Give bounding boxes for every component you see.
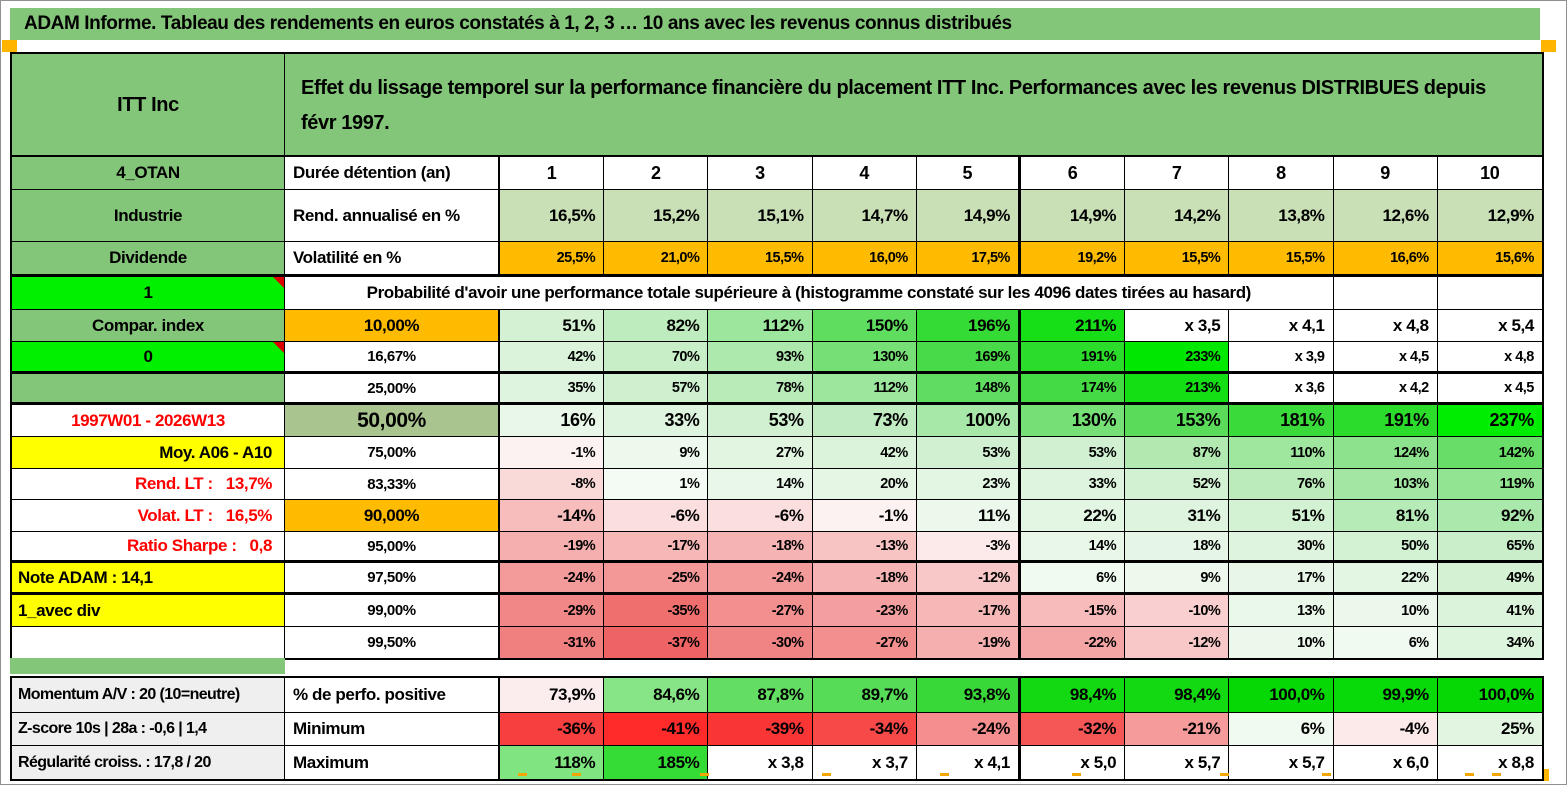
value-cell[interactable]: 169%	[917, 342, 1021, 374]
value-cell[interactable]: 33%	[1021, 469, 1125, 500]
value-cell[interactable]: x 5,7	[1125, 746, 1229, 779]
value-cell[interactable]: x 5,4	[1438, 310, 1542, 342]
row-label-cell[interactable]: Compar. index	[12, 310, 285, 342]
row-label-cell[interactable]: 1	[12, 277, 285, 310]
value-cell[interactable]: -6%	[604, 500, 708, 532]
value-cell[interactable]: 15,5%	[1229, 242, 1333, 277]
value-cell[interactable]: -21%	[1125, 713, 1229, 746]
value-cell[interactable]: -1%	[500, 437, 604, 469]
ticker-cell[interactable]: ITT Inc	[12, 54, 285, 157]
header-description-cell[interactable]: Effet du lissage temporel sur la performance financière du placement ITT Inc. Performances avec les revenus DISTRIBUES depuis févr 1997.	[301, 76, 1486, 134]
value-cell[interactable]: 78%	[708, 374, 812, 405]
value-cell[interactable]: 15,6%	[1438, 242, 1542, 277]
value-cell[interactable]: 6%	[1021, 563, 1125, 595]
value-cell[interactable]: -32%	[1021, 713, 1125, 746]
value-cell[interactable]: 98,4%	[1021, 678, 1125, 713]
value-cell[interactable]: -24%	[917, 713, 1021, 746]
value-cell[interactable]: 153%	[1125, 405, 1229, 437]
value-cell[interactable]: 50%	[1334, 532, 1438, 563]
value-cell[interactable]: 12,6%	[1334, 190, 1438, 242]
metric-label-cell[interactable]: 90,00%	[285, 500, 500, 532]
value-cell[interactable]: 14,9%	[1021, 190, 1125, 242]
value-cell[interactable]: 124%	[1334, 437, 1438, 469]
value-cell[interactable]: 237%	[1438, 405, 1542, 437]
table-row	[12, 595, 1542, 627]
value-cell[interactable]: x 4,8	[1438, 342, 1542, 374]
value-cell[interactable]: 23%	[917, 469, 1021, 500]
value-cell[interactable]: x 4,5	[1438, 374, 1542, 405]
value-cell[interactable]: 10%	[1229, 627, 1333, 658]
table-row	[12, 277, 1542, 310]
row-label-cell[interactable]: 1997W01 - 2026W13	[12, 405, 285, 437]
value-cell[interactable]: -12%	[1125, 627, 1229, 658]
value-cell[interactable]: 196%	[917, 310, 1021, 342]
value-cell[interactable]: -31%	[500, 627, 604, 658]
value-cell[interactable]: 191%	[1021, 342, 1125, 374]
value-cell[interactable]: -29%	[500, 595, 604, 627]
value-cell[interactable]: -19%	[917, 627, 1021, 658]
value-cell[interactable]: -18%	[708, 532, 812, 563]
value-cell[interactable]: 100,0%	[1229, 678, 1333, 713]
table-row	[12, 242, 1542, 277]
value-cell[interactable]: 34%	[1438, 627, 1542, 658]
value-cell[interactable]: x 4,5	[1334, 342, 1438, 374]
value-cell[interactable]: -37%	[604, 627, 708, 658]
table-row	[12, 500, 1542, 532]
value-cell[interactable]: 98,4%	[1125, 678, 1229, 713]
comment-marker-icon	[273, 277, 284, 288]
value-cell[interactable]: 4	[813, 157, 917, 190]
value-cell[interactable]: 73,9%	[500, 678, 604, 713]
value-cell[interactable]: 10	[1438, 157, 1542, 190]
value-cell[interactable]: 9%	[604, 437, 708, 469]
value-cell[interactable]: -41%	[604, 713, 708, 746]
value-cell[interactable]: -34%	[813, 713, 917, 746]
value-cell[interactable]: 25,5%	[500, 242, 604, 277]
value-cell[interactable]: 65%	[1438, 532, 1542, 563]
row-label-cell[interactable]: Z-score 10s | 28a : -0,6 | 1,4	[12, 713, 285, 746]
value-cell[interactable]: 15,1%	[708, 190, 812, 242]
value-cell[interactable]: 73%	[813, 405, 917, 437]
empty-cell[interactable]	[1438, 277, 1542, 310]
value-cell[interactable]: x 5,7	[1229, 746, 1333, 779]
header-block	[10, 52, 1544, 159]
value-cell[interactable]: 7	[1125, 157, 1229, 190]
table-row	[12, 310, 1542, 342]
row-label-cell[interactable]	[12, 627, 285, 658]
table-row	[12, 157, 1542, 190]
value-cell[interactable]: 211%	[1021, 310, 1125, 342]
separator-band	[10, 658, 285, 674]
value-cell[interactable]: 22%	[1334, 563, 1438, 595]
table-row	[12, 469, 1542, 500]
value-cell[interactable]: 233%	[1125, 342, 1229, 374]
value-cell[interactable]: 213%	[1125, 374, 1229, 405]
value-cell[interactable]: 82%	[604, 310, 708, 342]
table-row	[12, 190, 1542, 242]
value-cell[interactable]: 31%	[1125, 500, 1229, 532]
value-cell[interactable]: 16,5%	[500, 190, 604, 242]
metric-label-cell[interactable]: 83,33%	[285, 469, 500, 500]
row-label-cell[interactable]: Régularité croiss. : 17,8 / 20	[12, 746, 285, 779]
value-cell[interactable]: x 3,7	[813, 746, 917, 779]
value-cell[interactable]: 49%	[1438, 563, 1542, 595]
hidden-row-mark	[700, 773, 709, 776]
row-label-cell[interactable]: Note ADAM : 14,1	[12, 563, 285, 595]
metric-label-cell[interactable]: 99,50%	[285, 627, 500, 658]
value-cell[interactable]: 5	[917, 157, 1021, 190]
value-cell[interactable]: 1	[500, 157, 604, 190]
value-cell[interactable]: 112%	[813, 374, 917, 405]
value-cell[interactable]: -13%	[813, 532, 917, 563]
row-label-cell[interactable]: Ratio Sharpe : 0,8	[12, 532, 285, 563]
page-break-marker-right	[1541, 40, 1556, 52]
table-row	[12, 374, 1542, 405]
value-cell[interactable]: 99,9%	[1334, 678, 1438, 713]
metric-label-cell[interactable]: Maximum	[285, 746, 500, 779]
metric-label-cell[interactable]: Durée détention (an)	[285, 157, 500, 190]
value-cell[interactable]: 14,9%	[917, 190, 1021, 242]
metric-label-cell[interactable]: Rend. annualisé en %	[285, 190, 500, 242]
value-cell[interactable]: -30%	[708, 627, 812, 658]
value-cell[interactable]: 2	[604, 157, 708, 190]
value-cell[interactable]: 100%	[917, 405, 1021, 437]
table-row	[12, 563, 1542, 595]
table-row	[12, 627, 1542, 658]
value-cell[interactable]: -25%	[604, 563, 708, 595]
value-cell[interactable]: -27%	[813, 627, 917, 658]
value-cell[interactable]: 8	[1229, 157, 1333, 190]
value-cell[interactable]: 10%	[1334, 595, 1438, 627]
value-cell[interactable]: 191%	[1334, 405, 1438, 437]
empty-cell[interactable]	[1334, 277, 1438, 310]
row-label-cell[interactable]: Industrie	[12, 190, 285, 242]
hidden-row-mark	[1220, 773, 1229, 776]
table-row	[12, 405, 1542, 437]
value-cell[interactable]: -3%	[917, 532, 1021, 563]
value-cell[interactable]: 103%	[1334, 469, 1438, 500]
value-cell[interactable]: 14%	[1021, 532, 1125, 563]
value-cell[interactable]: x 4,1	[917, 746, 1021, 779]
value-cell[interactable]: 130%	[813, 342, 917, 374]
value-cell[interactable]: 42%	[500, 342, 604, 374]
value-cell[interactable]: x 4,8	[1334, 310, 1438, 342]
row-label-cell[interactable]: 1_avec div	[12, 595, 285, 627]
metric-label-cell[interactable]: 16,67%	[285, 342, 500, 374]
value-cell[interactable]: 150%	[813, 310, 917, 342]
metric-label-cell[interactable]: Volatilité en %	[285, 242, 500, 277]
value-cell[interactable]: x 8,8	[1438, 746, 1542, 779]
value-cell[interactable]: 12,9%	[1438, 190, 1542, 242]
hidden-row-mark	[1322, 773, 1331, 776]
table-row	[12, 342, 1542, 374]
value-cell[interactable]: 130%	[1021, 405, 1125, 437]
value-cell[interactable]: 119%	[1438, 469, 1542, 500]
value-cell[interactable]: x 4,1	[1229, 310, 1333, 342]
metric-label-cell[interactable]: % de perfo. positive	[285, 678, 500, 713]
value-cell[interactable]: 17%	[1229, 563, 1333, 595]
value-cell[interactable]: 110%	[1229, 437, 1333, 469]
value-cell[interactable]: 20%	[813, 469, 917, 500]
value-cell[interactable]: -18%	[813, 563, 917, 595]
value-cell[interactable]: -23%	[813, 595, 917, 627]
row-label-cell[interactable]: Volat. LT : 16,5%	[12, 500, 285, 532]
value-cell[interactable]: 118%	[500, 746, 604, 779]
hidden-row-mark	[518, 773, 527, 776]
value-cell[interactable]: -39%	[708, 713, 812, 746]
value-cell[interactable]: 16,0%	[813, 242, 917, 277]
value-cell[interactable]: x 3,9	[1229, 342, 1333, 374]
value-cell[interactable]: 142%	[1438, 437, 1542, 469]
value-cell[interactable]: -6%	[708, 500, 812, 532]
value-cell[interactable]: -8%	[500, 469, 604, 500]
window-title: ADAM Informe. Tableau des rendements en euros constatés à 1, 2, 3 … 10 ans avec les revenus connus distribués	[10, 8, 1540, 40]
value-cell[interactable]: x 3,5	[1125, 310, 1229, 342]
row-label-cell[interactable]: 4_OTAN	[12, 157, 285, 190]
value-cell[interactable]: x 5,0	[1021, 746, 1125, 779]
metric-label-cell[interactable]: 97,50%	[285, 563, 500, 595]
value-cell[interactable]: 16,6%	[1334, 242, 1438, 277]
value-cell[interactable]: 174%	[1021, 374, 1125, 405]
value-cell[interactable]: 17,5%	[917, 242, 1021, 277]
value-cell[interactable]: 35%	[500, 374, 604, 405]
value-cell[interactable]: 181%	[1229, 405, 1333, 437]
value-cell[interactable]: 14%	[708, 469, 812, 500]
value-cell[interactable]: -17%	[604, 532, 708, 563]
value-cell[interactable]: 33%	[604, 405, 708, 437]
value-cell[interactable]: 81%	[1334, 500, 1438, 532]
probability-note-cell[interactable]: Probabilité d'avoir une performance totale supérieure à (histogramme constaté sur les 4096 dates tirées au hasard)	[285, 277, 1334, 310]
value-cell[interactable]: 51%	[1229, 500, 1333, 532]
hidden-row-mark	[1072, 773, 1081, 776]
metric-label-cell[interactable]: Minimum	[285, 713, 500, 746]
table-row	[12, 678, 1542, 713]
value-cell[interactable]: 22%	[1021, 500, 1125, 532]
value-cell[interactable]: 13%	[1229, 595, 1333, 627]
value-cell[interactable]: -22%	[1021, 627, 1125, 658]
value-cell[interactable]: 112%	[708, 310, 812, 342]
value-cell[interactable]: 84,6%	[604, 678, 708, 713]
metric-label-cell[interactable]: 95,00%	[285, 532, 500, 563]
value-cell[interactable]: 14,2%	[1125, 190, 1229, 242]
value-cell[interactable]: -14%	[500, 500, 604, 532]
value-cell[interactable]: 100,0%	[1438, 678, 1542, 713]
value-cell[interactable]: -15%	[1021, 595, 1125, 627]
value-cell[interactable]: 3	[708, 157, 812, 190]
value-cell[interactable]: 18%	[1125, 532, 1229, 563]
value-cell[interactable]: -1%	[813, 500, 917, 532]
value-cell[interactable]: 1%	[604, 469, 708, 500]
metric-label-cell[interactable]: 75,00%	[285, 437, 500, 469]
value-cell[interactable]: 15,5%	[708, 242, 812, 277]
value-cell[interactable]: 15,5%	[1125, 242, 1229, 277]
row-label-cell[interactable]	[12, 374, 285, 405]
value-cell[interactable]: 25%	[1438, 713, 1542, 746]
value-cell[interactable]: -12%	[917, 563, 1021, 595]
value-cell[interactable]: 53%	[708, 405, 812, 437]
table-row	[12, 532, 1542, 563]
value-cell[interactable]: 57%	[604, 374, 708, 405]
comment-marker-icon	[273, 342, 284, 353]
hidden-row-mark	[1465, 773, 1474, 776]
value-cell[interactable]: 11%	[917, 500, 1021, 532]
value-cell[interactable]: x 3,8	[708, 746, 812, 779]
row-label-cell[interactable]: Rend. LT : 13,7%	[12, 469, 285, 500]
value-cell[interactable]: 89,7%	[813, 678, 917, 713]
value-cell[interactable]: -17%	[917, 595, 1021, 627]
value-cell[interactable]: 16%	[500, 405, 604, 437]
row-label-cell[interactable]: Moy. A06 - A10	[12, 437, 285, 469]
value-cell[interactable]: 13,8%	[1229, 190, 1333, 242]
main-table	[10, 155, 1544, 660]
value-cell[interactable]: 14,7%	[813, 190, 917, 242]
value-cell[interactable]: 9%	[1125, 563, 1229, 595]
value-cell[interactable]: -4%	[1334, 713, 1438, 746]
value-cell[interactable]: 53%	[917, 437, 1021, 469]
bottom-table	[10, 676, 1544, 781]
value-cell[interactable]: -35%	[604, 595, 708, 627]
value-cell[interactable]: 19,2%	[1021, 242, 1125, 277]
hidden-row-mark	[572, 773, 581, 776]
value-cell[interactable]: -27%	[708, 595, 812, 627]
value-cell[interactable]: 148%	[917, 374, 1021, 405]
metric-label-cell[interactable]: 10,00%	[285, 310, 500, 342]
metric-label-cell[interactable]: 50,00%	[285, 405, 500, 437]
value-cell[interactable]: 185%	[604, 746, 708, 779]
value-cell[interactable]: -36%	[500, 713, 604, 746]
hidden-row-mark	[1492, 773, 1501, 776]
row-label-cell[interactable]: Momentum A/V : 20 (10=neutre)	[12, 678, 285, 713]
value-cell[interactable]: 70%	[604, 342, 708, 374]
value-cell[interactable]: x 6,0	[1334, 746, 1438, 779]
value-cell[interactable]: 76%	[1229, 469, 1333, 500]
metric-label-cell[interactable]: 99,00%	[285, 595, 500, 627]
value-cell[interactable]: -24%	[500, 563, 604, 595]
value-cell[interactable]: 87%	[1125, 437, 1229, 469]
value-cell[interactable]: 42%	[813, 437, 917, 469]
value-cell[interactable]: 41%	[1438, 595, 1542, 627]
value-cell[interactable]: 93%	[708, 342, 812, 374]
value-cell[interactable]: 9	[1334, 157, 1438, 190]
hidden-row-mark	[822, 773, 831, 776]
value-cell[interactable]: 6%	[1229, 713, 1333, 746]
value-cell[interactable]: 30%	[1229, 532, 1333, 563]
value-cell[interactable]: 6%	[1334, 627, 1438, 658]
table-row	[12, 437, 1542, 469]
value-cell[interactable]: -24%	[708, 563, 812, 595]
value-cell[interactable]: 92%	[1438, 500, 1542, 532]
page-break-marker-left	[2, 40, 17, 52]
value-cell[interactable]: 53%	[1021, 437, 1125, 469]
row-label-cell[interactable]: 0	[12, 342, 285, 374]
metric-label-cell[interactable]: 25,00%	[285, 374, 500, 405]
value-cell[interactable]: 93,8%	[917, 678, 1021, 713]
value-cell[interactable]: x 3,6	[1229, 374, 1333, 405]
value-cell[interactable]: 51%	[500, 310, 604, 342]
table-row	[12, 713, 1542, 746]
value-cell[interactable]: 6	[1021, 157, 1125, 190]
value-cell[interactable]: -19%	[500, 532, 604, 563]
table-row	[12, 746, 1542, 779]
value-cell[interactable]: 27%	[708, 437, 812, 469]
value-cell[interactable]: 15,2%	[604, 190, 708, 242]
row-label-cell[interactable]: Dividende	[12, 242, 285, 277]
value-cell[interactable]: -10%	[1125, 595, 1229, 627]
value-cell[interactable]: 52%	[1125, 469, 1229, 500]
value-cell[interactable]: 87,8%	[708, 678, 812, 713]
value-cell[interactable]: x 4,2	[1334, 374, 1438, 405]
hidden-row-mark	[940, 773, 949, 776]
value-cell[interactable]: 21,0%	[604, 242, 708, 277]
